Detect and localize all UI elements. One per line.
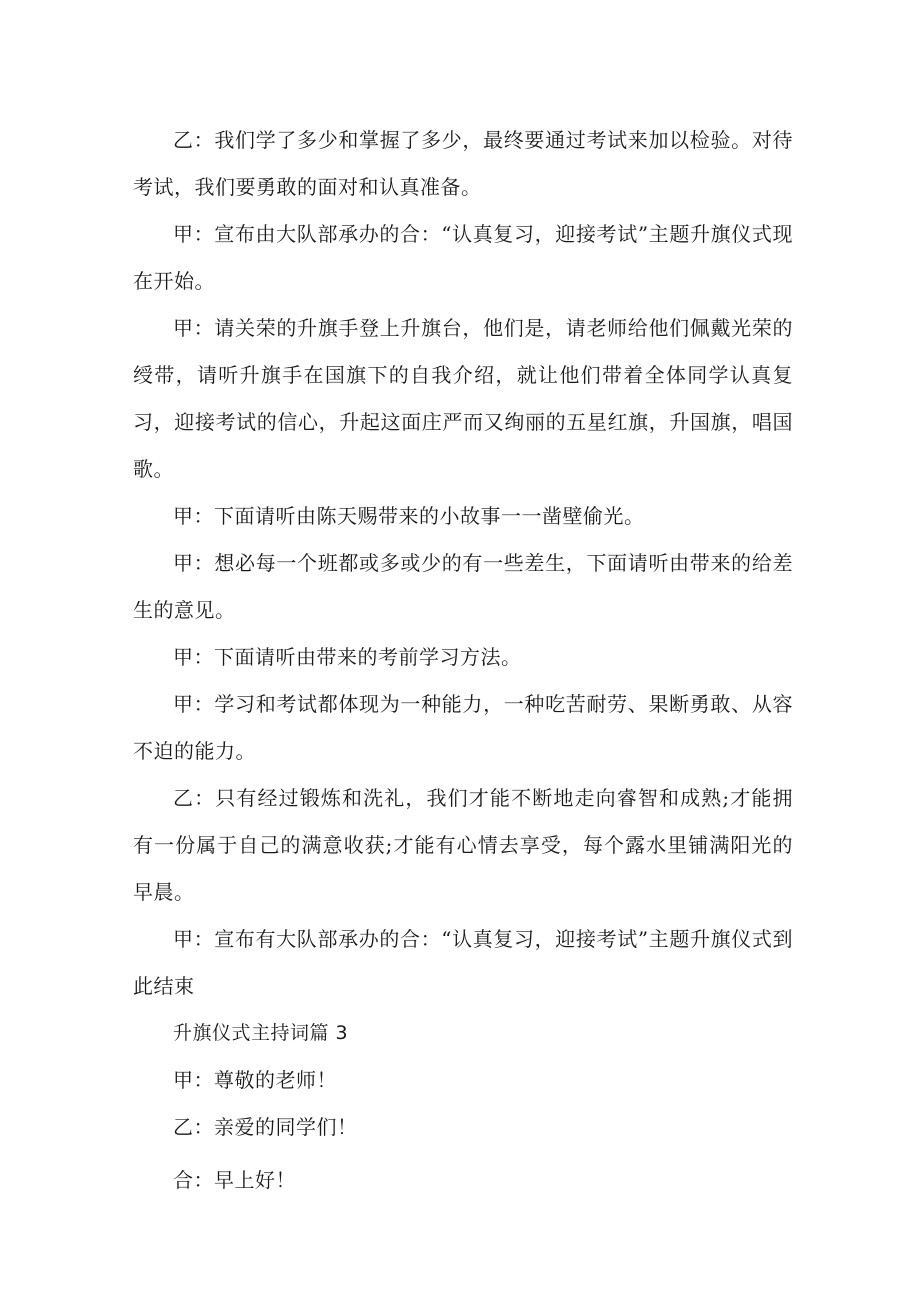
document-body [133, 117, 793, 1204]
paragraph-2: 甲：宣布由大队部承办的合：“认真复习，迎接考试”主题升旗仪式现在开始。 [133, 222, 793, 293]
paragraph-9: 甲：宣布有大队部承办的合：“认真复习，迎接考试”主题升旗仪式到此结束 [133, 927, 793, 998]
paragraph-8: 乙：只有经过锻炼和洗礼，我们才能不断地走向睿智和成熟;才能拥有一份属于自己的满意收获;才能有心情去享受，每个露水里铺满阳光的早晨。 [133, 786, 793, 904]
paragraph-3: 甲：请关荣的升旗手登上升旗台，他们是，请老师给他们佩戴光荣的绶带，请听升旗手在国旗下的自我介绍，就让他们带着全体同学认真复习，迎接考试的信心，升起这面庄严而又绚丽的五星红旗，升国旗，唱国歌。 [133, 316, 793, 481]
paragraph-6: 甲：下面请听由带来的考前学习方法。 [173, 645, 522, 669]
line-good-morning: 合：早上好！ [173, 1168, 296, 1192]
paragraph-1: 乙：我们学了多少和掌握了多少，最终要通过考试来加以检验。对待考试，我们要勇敢的面对和认真准备。 [133, 128, 793, 199]
paragraph-7: 甲：学习和考试都体现为一种能力，一种吃苦耐劳、果断勇敢、从容不迫的能力。 [133, 692, 793, 763]
section-heading: 升旗仪式主持词篇 3 [173, 1022, 349, 1044]
line-greeting-teachers: 甲：尊敬的老师！ [173, 1068, 337, 1092]
paragraph-5: 甲：想必每一个班都或多或少的有一些差生，下面请听由带来的给差生的意见。 [133, 551, 793, 622]
line-greeting-students: 乙：亲爱的同学们！ [173, 1115, 358, 1139]
paragraph-4: 甲：下面请听由陈天赐带来的小故事一一凿壁偷光。 [173, 504, 645, 528]
